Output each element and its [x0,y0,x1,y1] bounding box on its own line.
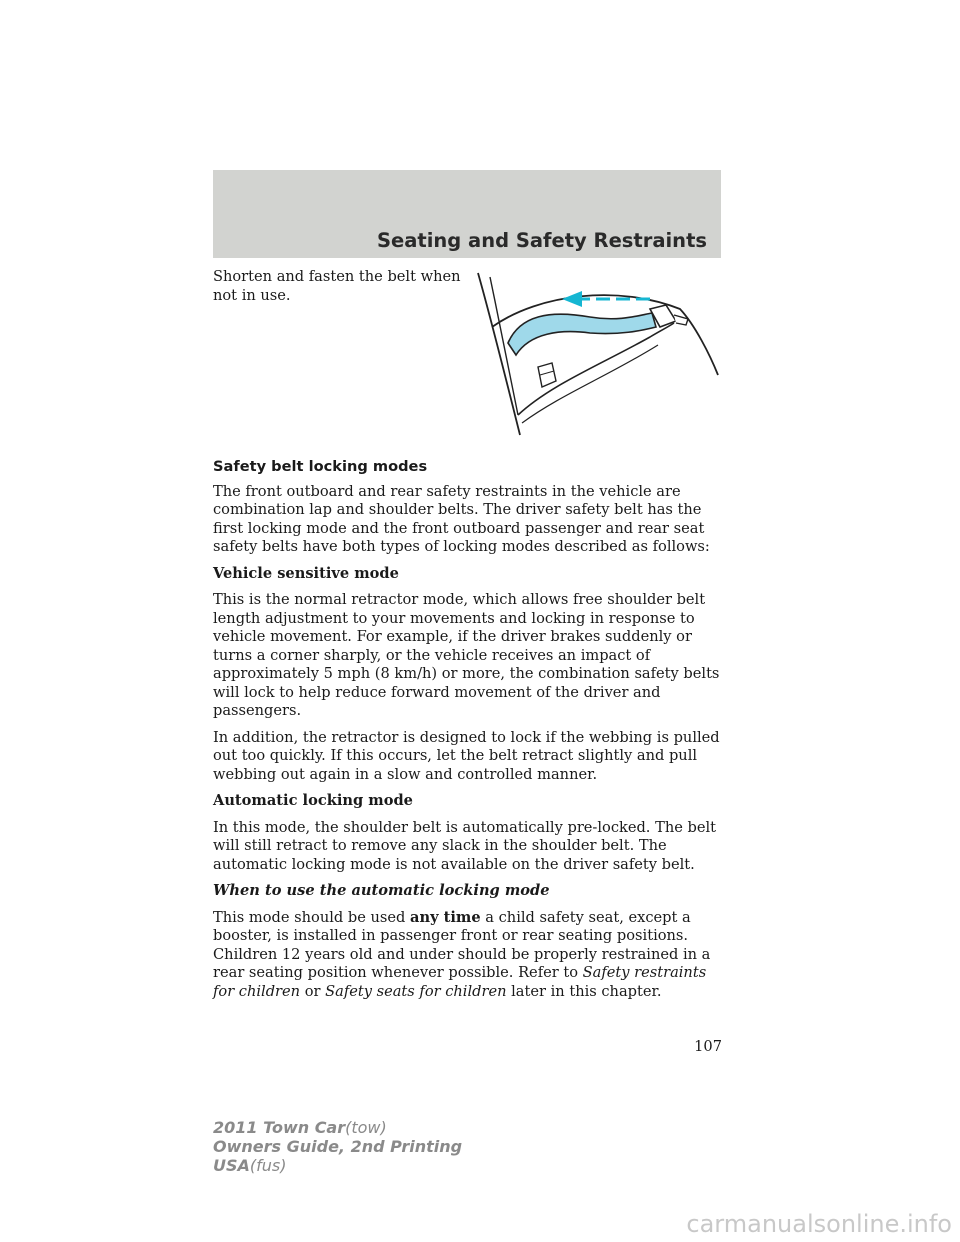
chapter-title: Seating and Safety Restraints [376,229,707,252]
footer-line-3 [213,1156,462,1175]
vehicle-sensitive-paragraph-1: This is the normal retractor mode, which allows free shoulder belt length adjustment to your movements and locking in response to vehicle movement. For example, if the driver brakes suddenly or turns a corner sharply, or the vehicle receives an impact of approximately 5 mph (8 km/h) or more, the combination safety belts will lock to help reduce forward movement of the driver and passengers. [213,591,720,719]
automatic-locking-heading: Automatic locking mode [213,792,413,809]
when-text-a: This mode should be used [213,908,411,926]
when-text-bold: any time [410,908,481,926]
chapter-header-band [213,170,721,258]
page-number: 107 [694,1038,722,1055]
when-text-b: a child safety seat, except a booster, is installed in passenger front or rear seating positions. Children 12 years old and under should be properly restrained in a rear seating position whenever possible. Refer to [213,908,711,981]
footer-model-code: (tow) [345,1118,387,1137]
belt-webbing [508,313,656,355]
footer-line-1 [213,1118,462,1137]
pillar-outer-line [478,273,520,435]
vehicle-sensitive-paragraph-2: In addition, the retractor is designed to lock if the webbing is pulled out too quickly. If this occurs, let the belt retract slightly and pull webbing out again in a slow and controlled manner. [213,728,720,783]
when-text-d: later in this chapter. [506,982,662,1000]
automatic-locking-paragraph-1: In this mode, the shoulder belt is automatically pre-locked. The belt will still retract to remove any slack in the shoulder belt. The automatic locking mode is not available on the driver safety belt. [213,818,717,873]
document-footer [213,1118,462,1175]
footer-market: USA [213,1156,250,1175]
seat-belt-diagram [470,265,722,440]
pull-direction-arrowhead [562,291,582,307]
footer-market-code: (fus) [249,1156,287,1175]
main-content [213,458,723,1009]
seat-belt-illustration [470,265,722,440]
watermark: carmanualsonline.info [686,1210,952,1238]
when-text-c: or [300,982,326,1000]
section-intro: The front outboard and rear safety restraints in the vehicle are combination lap and shoulder belts. The driver safety belt has the first locking mode and the front outboard passenger and rear seat safety belts have both types of locking modes described as follows: [213,482,710,555]
footer-line-2: Owners Guide, 2nd Printing [213,1137,463,1156]
intro-text: Shorten and fasten the belt when not in use. [213,268,461,304]
when-to-use-paragraph [213,909,723,1002]
section-heading: Safety belt locking modes [213,458,428,475]
reference-safety-seats-for-children: Safety seats for children [325,982,507,1000]
footer-model: 2011 Town Car [213,1118,346,1137]
vehicle-sensitive-heading: Vehicle sensitive mode [213,564,399,582]
reference-safety-restraints-for-children: Safety restraints for children [213,964,707,1000]
when-to-use-heading: When to use the automatic locking mode [213,882,550,899]
